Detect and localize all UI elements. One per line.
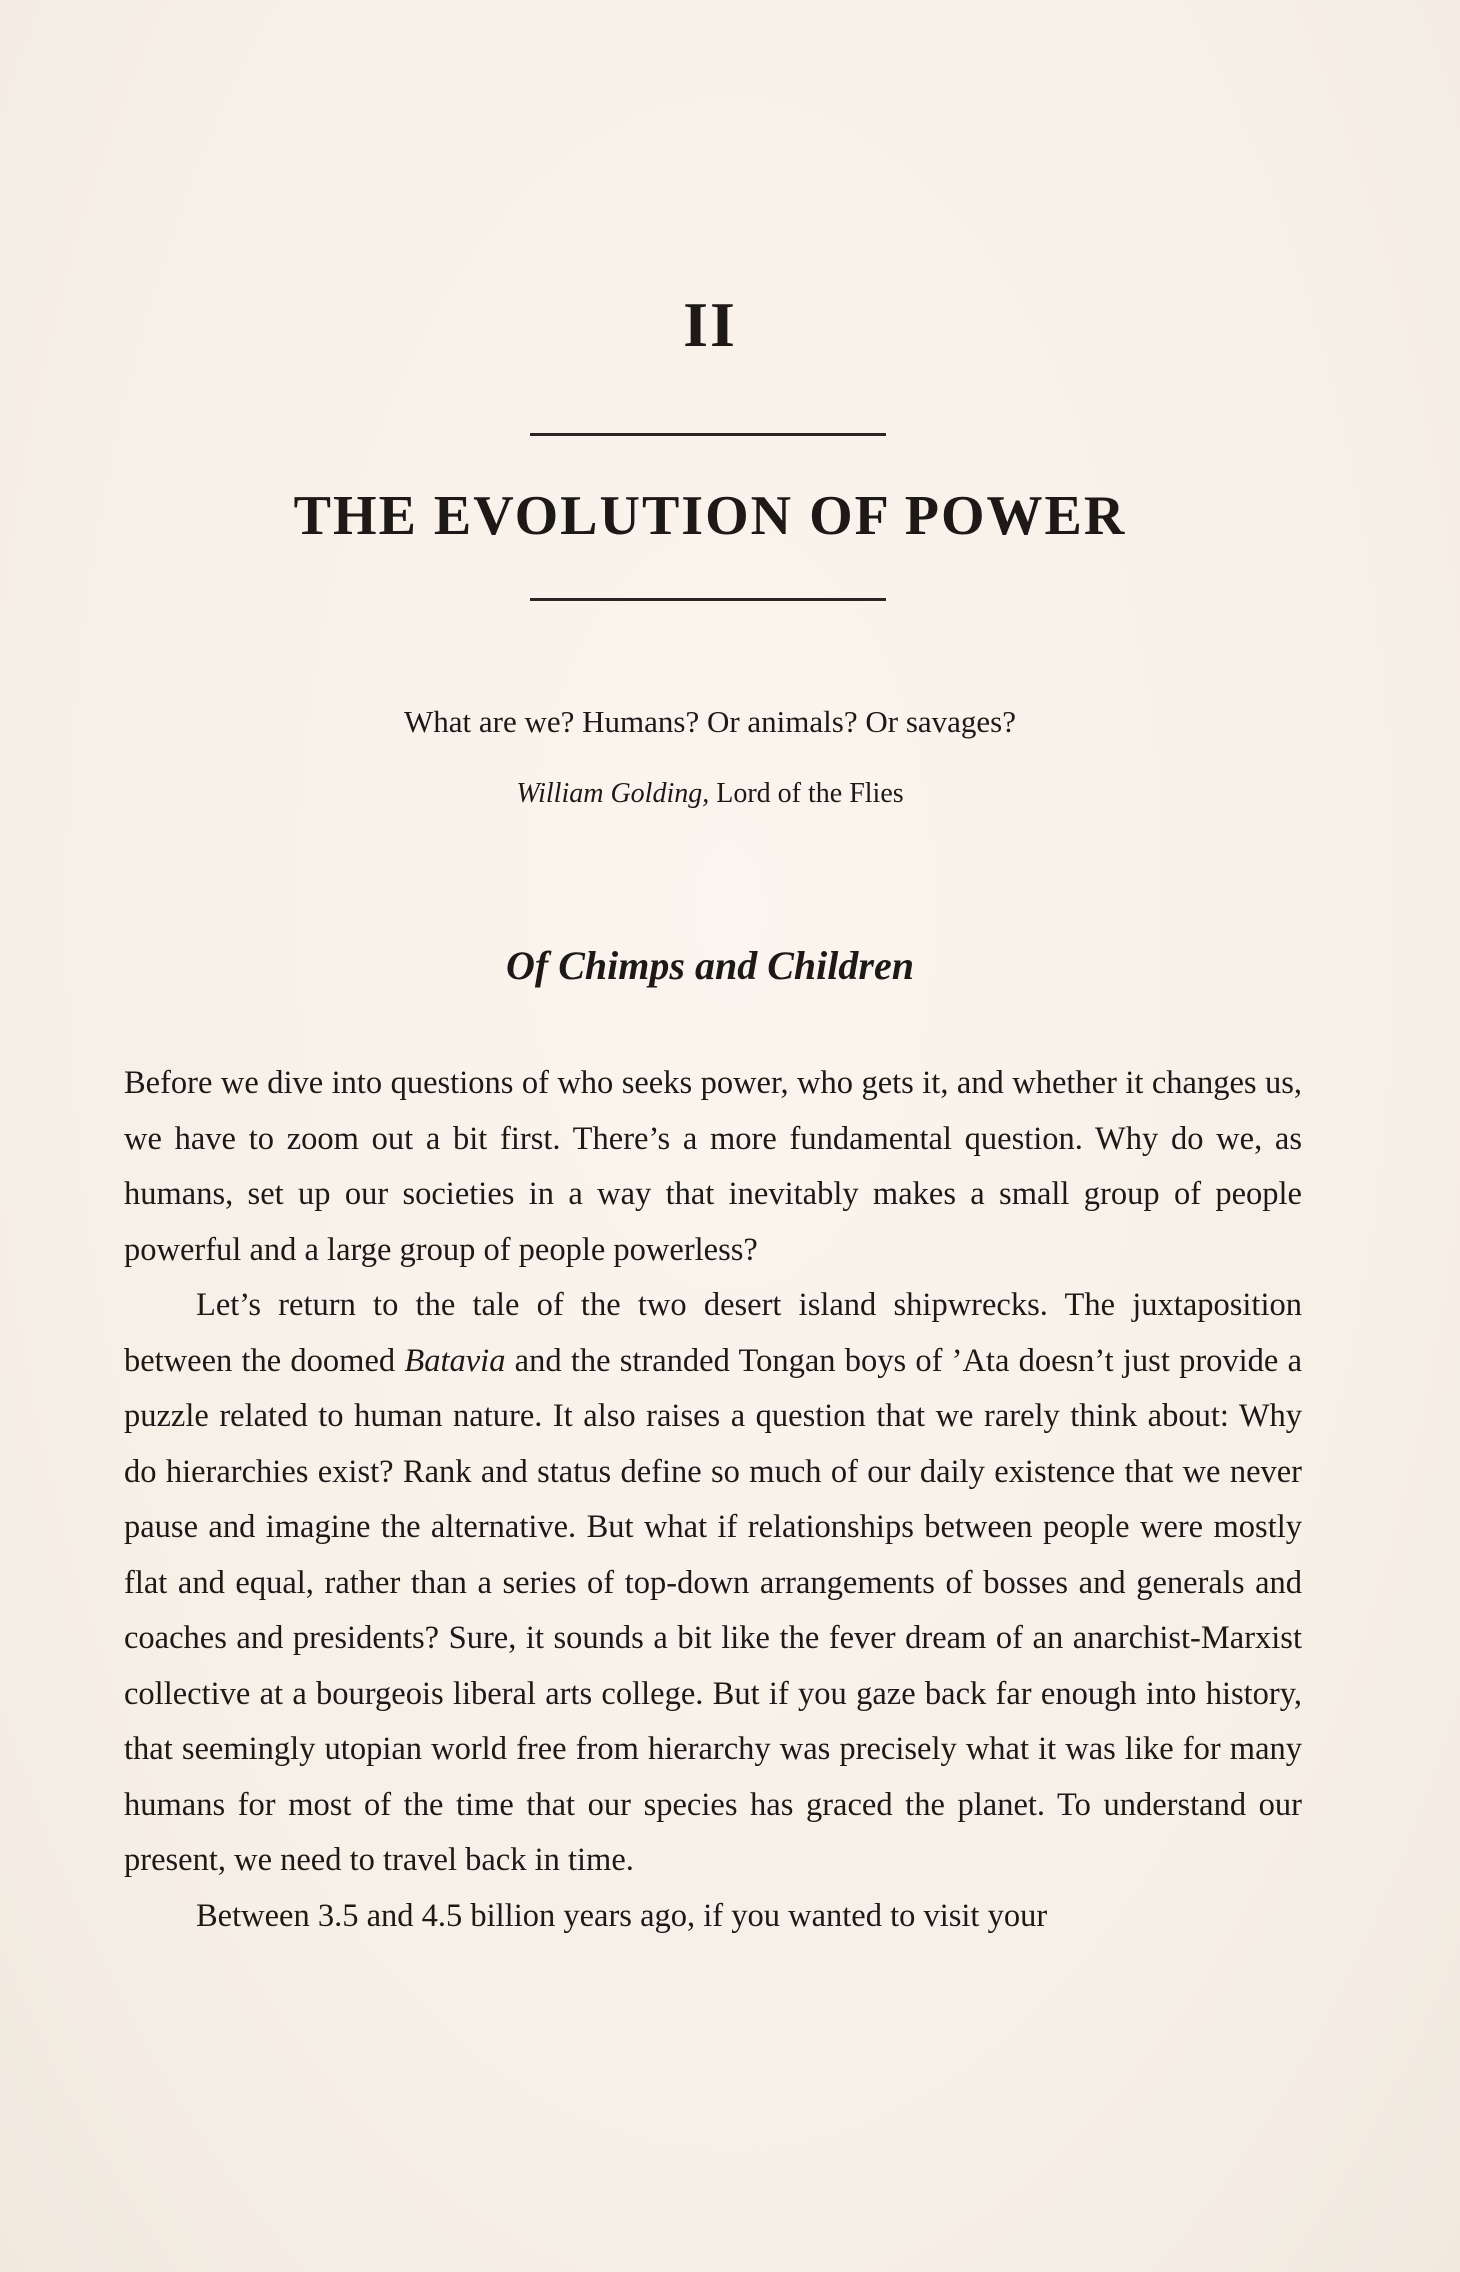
epigraph-author: William Golding,: [516, 778, 710, 809]
paragraph-2: [124, 1278, 1302, 1889]
body-text: [124, 1056, 1302, 1944]
chapter-number: II: [683, 289, 737, 360]
section-heading: Of Chimps and Children: [506, 943, 914, 988]
paragraph-2-rest: and the stranded Tongan boys of ’Ata doesn’t just provide a puzzle related to human nature. It also raises a question that we rarely think about: Why do hierarchies exist? Rank and status define so much of our daily existence that we never pause and imagine the alternative. But what if relationships between people were mostly flat and equal, rather than a series of top-down arrangements of bosses and generals and coaches and presidents? Sure, it sounds a bit like the fever dream of an anarchist-Marxist collective at a bourgeois liberal arts college. But if you gaze back far enough into history, that seemingly utopian world free from hierarchy was precisely what it was like for many humans for most of the time that our species has graced the planet. To understand our present, we need to travel back in time.: [124, 1342, 1302, 1878]
epigraph-quote: What are we? Humans? Or animals? Or savages?: [404, 704, 1016, 739]
epigraph-attribution: [0, 778, 1420, 810]
epigraph-work: Lord of the Flies: [716, 778, 904, 809]
paragraph-2-start: Let’s return to the tale of the two desert island shipwrecks. The juxtaposition between the doomed: [124, 1287, 1302, 1379]
paragraph-3: Between 3.5 and 4.5 billion years ago, if you wanted to visit your: [196, 1897, 1048, 1934]
ship-name: Batavia: [404, 1342, 506, 1379]
title-rule-bottom: [530, 598, 886, 601]
chapter-title: THE EVOLUTION OF POWER: [293, 485, 1127, 547]
paragraph-1: Before we dive into questions of who seeks power, who gets it, and whether it changes us, we have to zoom out a bit first. There’s a more fundamental question. Why do we, as humans, set up our societies in a way that inevitably makes a small group of people powerful and a large group of people powerless?: [124, 1065, 1302, 1268]
title-rule-top: [530, 433, 886, 436]
